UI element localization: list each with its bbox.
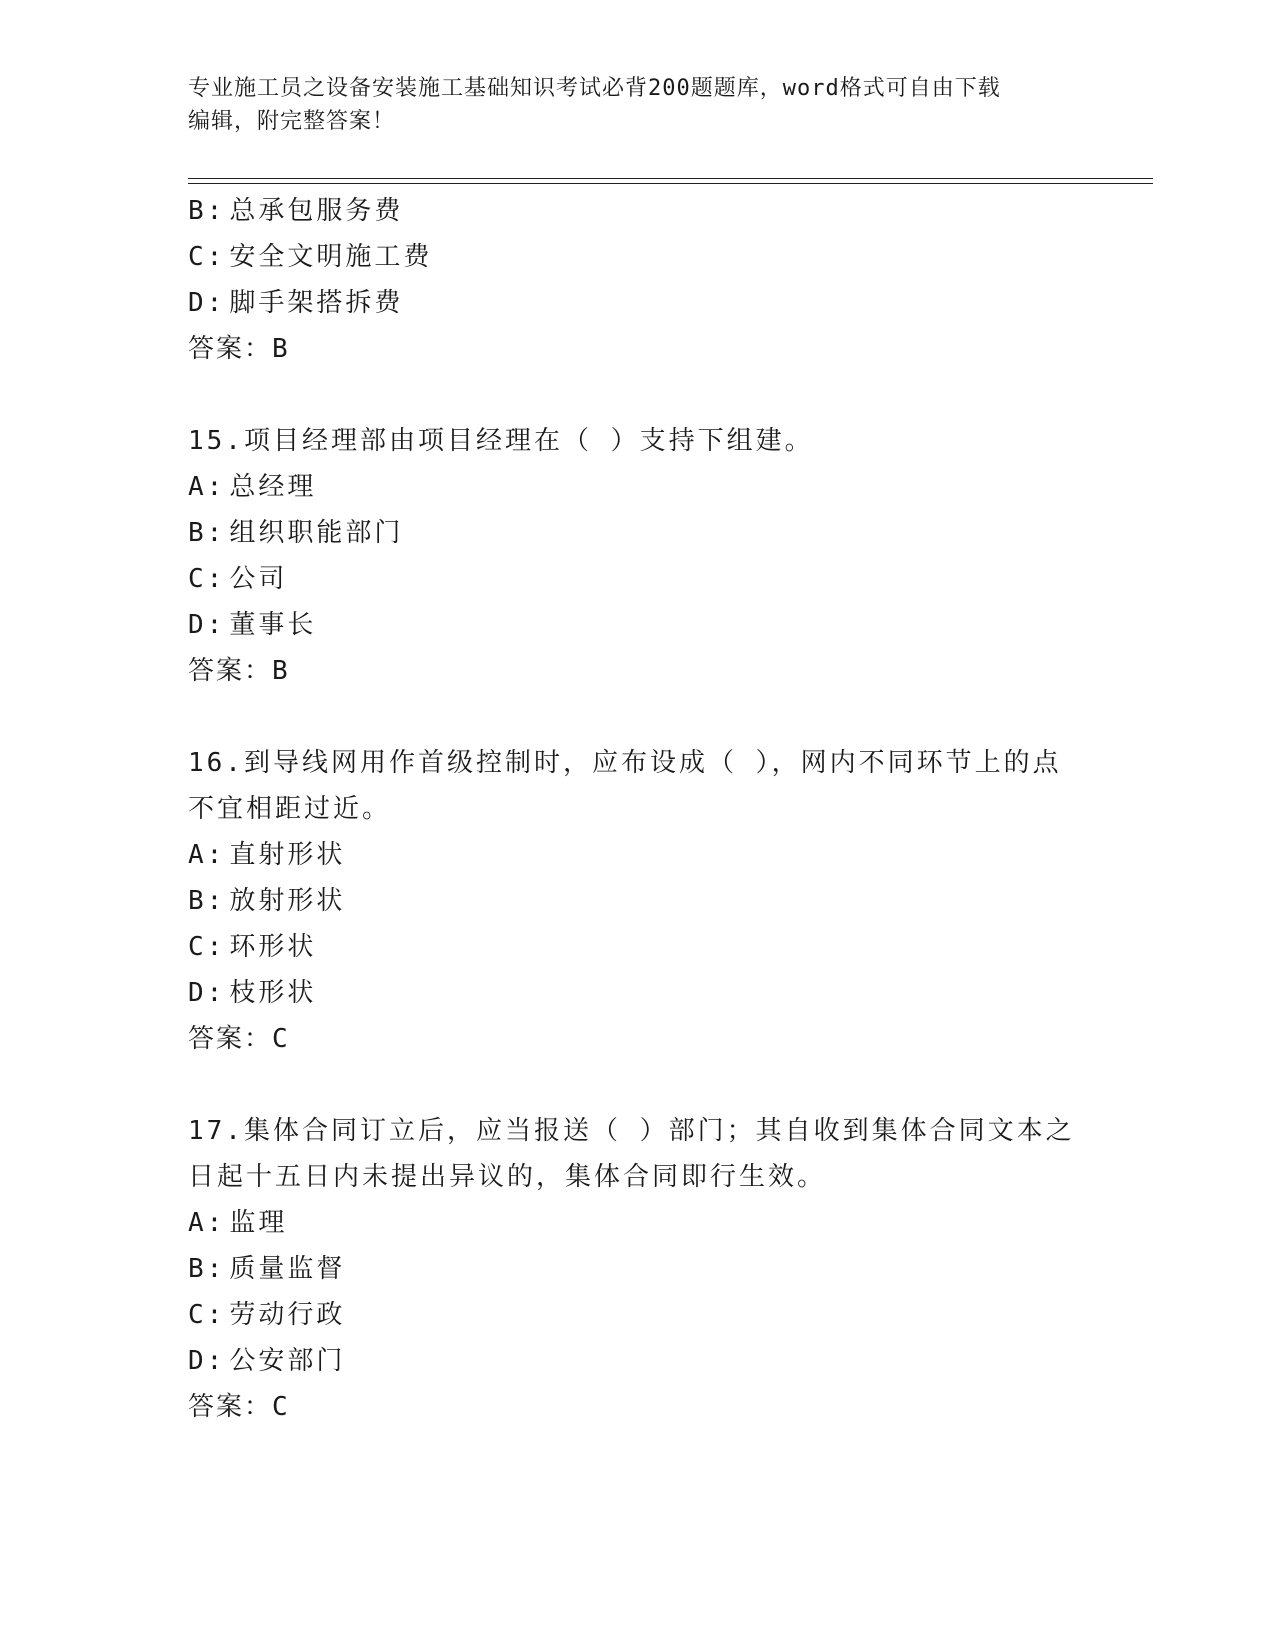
option-letter: B:	[188, 518, 226, 548]
option-c	[188, 234, 1088, 280]
header-divider-bottom	[188, 183, 1153, 184]
option-text: 脚手架搭拆费	[229, 288, 404, 318]
option-b	[188, 878, 1088, 924]
option-text: 组织职能部门	[229, 518, 404, 548]
option-a	[188, 464, 1088, 510]
header-divider-top	[188, 178, 1153, 179]
option-letter: B:	[188, 886, 226, 916]
option-letter: C:	[188, 242, 226, 272]
option-text: 总承包服务费	[229, 196, 404, 226]
option-letter: D:	[188, 288, 226, 318]
option-letter: B:	[188, 196, 226, 226]
option-letter: D:	[188, 978, 226, 1008]
option-b	[188, 1246, 1088, 1292]
question-text: 15.项目经理部由项目经理在（ ）支持下组建。	[188, 426, 814, 456]
option-a	[188, 1200, 1088, 1246]
option-letter: D:	[188, 610, 226, 640]
option-text: 质量监督	[229, 1254, 346, 1284]
option-text: 环形状	[229, 932, 317, 962]
option-letter: C:	[188, 1300, 226, 1330]
option-c	[188, 924, 1088, 970]
question-17	[188, 1108, 1088, 1430]
option-letter: C:	[188, 564, 226, 594]
option-letter: C:	[188, 932, 226, 962]
option-d	[188, 1338, 1088, 1384]
option-d	[188, 280, 1088, 326]
answer: 答案：C	[188, 1392, 290, 1422]
option-letter: A:	[188, 472, 226, 502]
question-text: 17.集体合同订立后，应当报送（ ）部门；其自收到集体合同文本之日起十五日内未提出异议的，集体合同即行生效。	[188, 1116, 1075, 1192]
option-text: 总经理	[229, 472, 317, 502]
option-letter: D:	[188, 1346, 226, 1376]
option-letter: A:	[188, 840, 226, 870]
option-text: 安全文明施工费	[229, 242, 433, 272]
option-text: 劳动行政	[229, 1300, 346, 1330]
question-list	[188, 188, 1088, 1430]
option-d	[188, 602, 1088, 648]
header-title-line-1: 专业施工员之设备安装施工基础知识考试必背200题题库，word格式可自由下载	[188, 76, 1001, 101]
answer: 答案：B	[188, 334, 290, 364]
option-b	[188, 188, 1088, 234]
option-text: 公安部门	[229, 1346, 346, 1376]
option-text: 监理	[229, 1208, 288, 1238]
option-text: 公司	[229, 564, 288, 594]
answer: 答案：B	[188, 656, 290, 686]
option-b	[188, 510, 1088, 556]
header-title-line-2: 编辑，附完整答案！	[188, 109, 396, 134]
question-text: 16.到导线网用作首级控制时，应布设成（ ），网内不同环节上的点不宜相距过近。	[188, 748, 1062, 824]
answer: 答案：C	[188, 1024, 290, 1054]
option-letter: B:	[188, 1254, 226, 1284]
question-16	[188, 740, 1088, 1062]
option-c	[188, 1292, 1088, 1338]
option-text: 放射形状	[229, 886, 346, 916]
option-text: 枝形状	[229, 978, 317, 1008]
option-text: 直射形状	[229, 840, 346, 870]
option-letter: A:	[188, 1208, 226, 1238]
option-c	[188, 556, 1088, 602]
question-14-continued	[188, 188, 1088, 372]
option-text: 董事长	[229, 610, 317, 640]
question-15	[188, 418, 1088, 694]
option-d	[188, 970, 1088, 1016]
option-a	[188, 832, 1088, 878]
document-header	[188, 72, 1088, 138]
